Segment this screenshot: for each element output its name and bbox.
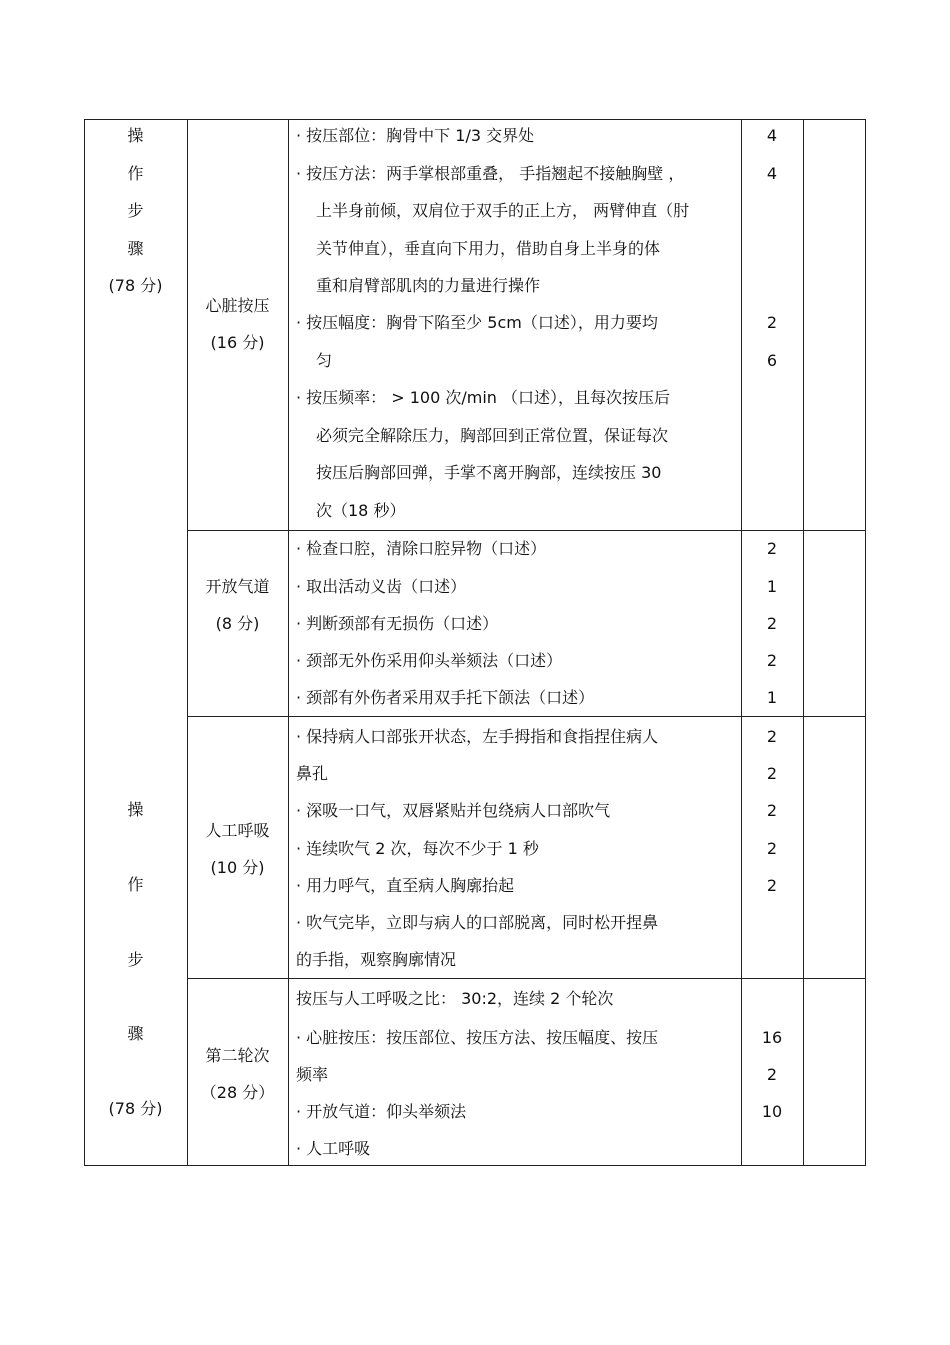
item-line: 关节伸直），垂直向下用力，借助自身上半身的体 <box>316 239 661 258</box>
row-divider <box>187 716 866 717</box>
score-value: 16 <box>761 1028 783 1047</box>
score-value: 10 <box>761 1102 783 1121</box>
item-line: · 按压方法：两手掌根部重叠， 手指翘起不接触胸壁 ， <box>296 164 685 183</box>
score-value: 2 <box>766 801 778 820</box>
section-name: 第二轮次 <box>205 1046 270 1065</box>
item-line: 频率 <box>296 1065 329 1084</box>
item-line: · 开放气道：仰头举颏法 <box>296 1102 467 1121</box>
item-line: 的手指，观察胸廓情况 <box>296 950 457 969</box>
category-char: 作 <box>127 164 144 183</box>
item-line: · 按压频率： > 100 次/min （口述），且每次按压后 <box>296 388 671 407</box>
section-points: (16 分) <box>210 333 265 352</box>
item-line: 鼻孔 <box>296 764 329 783</box>
item-line: 重和肩臂部肌肉的力量进行操作 <box>316 276 541 295</box>
item-line: 必须完全解除压力，胸部回到正常位置，保证每次 <box>316 426 669 445</box>
score-value: 2 <box>766 614 778 633</box>
row-divider <box>187 530 866 531</box>
score-value: 2 <box>766 313 778 332</box>
section-name: 人工呼吸 <box>205 821 270 840</box>
table-divider <box>741 119 742 1166</box>
score-value: 2 <box>766 651 778 670</box>
category-char: 作 <box>127 875 144 894</box>
section-name: 开放气道 <box>205 577 270 596</box>
row-divider <box>187 978 866 979</box>
category-char: 步 <box>127 950 144 969</box>
item-line: · 用力呼气，直至病人胸廓抬起 <box>296 876 515 895</box>
item-line: 按压与人工呼吸之比： 30:2，连续 2 个轮次 <box>296 989 614 1008</box>
score-value: 2 <box>766 1065 778 1084</box>
item-line: 上半身前倾，双肩位于双手的正上方， 两臂伸直（肘 <box>316 201 690 220</box>
score-value: 6 <box>766 351 778 370</box>
category-points: (78 分) <box>108 1099 163 1118</box>
score-value: 2 <box>766 839 778 858</box>
section-points: （28 分） <box>200 1083 275 1102</box>
score-value: 2 <box>766 876 778 895</box>
item-line: · 连续吹气 2 次，每次不少于 1 秒 <box>296 839 539 858</box>
item-line: · 人工呼吸 <box>296 1139 371 1158</box>
item-line: 次（18 秒） <box>316 501 406 520</box>
item-line: · 深吸一口气，双唇紧贴并包绕病人口部吹气 <box>296 801 611 820</box>
item-line: · 颈部有外伤者采用双手托下颌法（口述） <box>296 688 595 707</box>
item-line: · 保持病人口部张开状态，左手拇指和食指捏住病人 <box>296 727 659 746</box>
item-line: · 检查口腔，清除口腔异物（口述） <box>296 539 547 558</box>
section-points: (10 分) <box>210 858 265 877</box>
category-char: 操 <box>127 126 144 145</box>
table-divider <box>803 119 804 1166</box>
section-name: 心脏按压 <box>205 296 270 315</box>
category-points: (78 分) <box>108 276 163 295</box>
table-divider <box>288 119 289 1166</box>
item-line: · 判断颈部有无损伤（口述） <box>296 614 499 633</box>
category-char: 步 <box>127 201 144 220</box>
item-line: · 颈部无外伤采用仰头举颏法（口述） <box>296 651 563 670</box>
table-divider <box>187 119 188 1166</box>
score-value: 2 <box>766 727 778 746</box>
category-char: 骤 <box>127 1024 144 1043</box>
item-line: · 吹气完毕，立即与病人的口部脱离，同时松开捏鼻 <box>296 913 659 932</box>
item-line: 按压后胸部回弹，手掌不离开胸部，连续按压 30 <box>316 463 662 482</box>
category-char: 骤 <box>127 239 144 258</box>
score-value: 4 <box>766 164 778 183</box>
score-value: 2 <box>766 539 778 558</box>
category-char: 操 <box>127 800 144 819</box>
score-value: 2 <box>766 764 778 783</box>
score-value: 4 <box>766 126 778 145</box>
item-line: 匀 <box>316 351 333 370</box>
score-value: 1 <box>766 688 778 707</box>
item-line: · 按压部位：胸骨中下 1/3 交界处 <box>296 126 535 145</box>
item-line: · 心脏按压：按压部位、按压方法、按压幅度、按压 <box>296 1028 659 1047</box>
item-line: · 取出活动义齿（口述） <box>296 577 467 596</box>
item-line: · 按压幅度：胸骨下陷至少 5cm（口述），用力要均 <box>296 313 658 332</box>
section-points: (8 分) <box>215 614 260 633</box>
score-value: 1 <box>766 577 778 596</box>
